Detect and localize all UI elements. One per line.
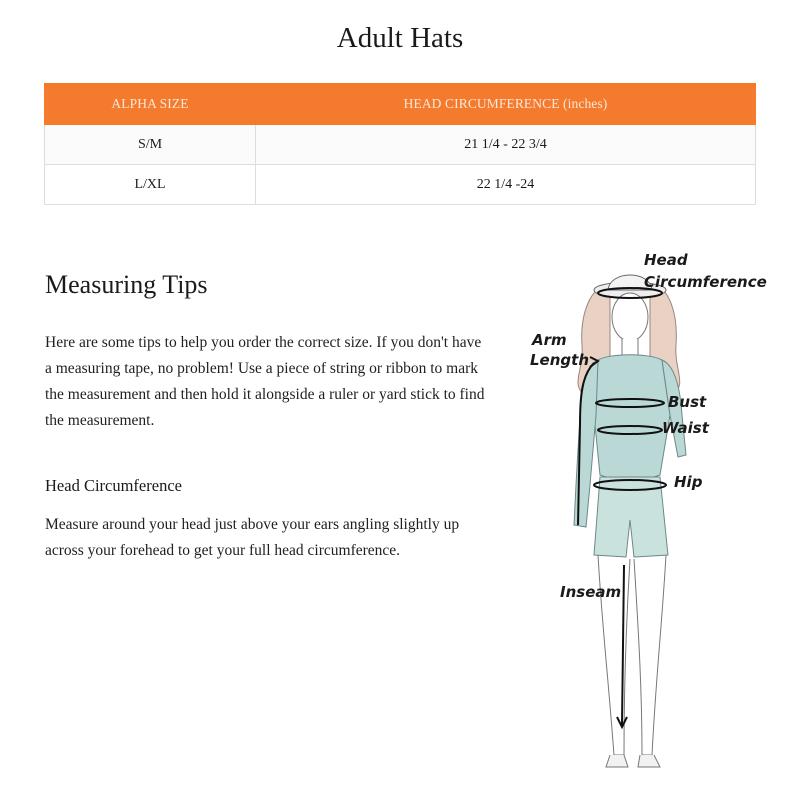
cell-size: L/XL [45, 165, 256, 205]
header-head-circumference: HEAD CIRCUMFERENCE (inches) [256, 84, 756, 125]
head-circumference-text: Measure around your head just above your ears angling slightly up across your forehead to get your full head circumference. [45, 516, 460, 559]
table-header-row [45, 84, 756, 125]
label-waist: Waist [662, 419, 709, 437]
figure-neck [622, 339, 638, 355]
label-head-line2: Circumference [644, 273, 767, 291]
label-bust: Bust [668, 393, 707, 411]
table-row [45, 165, 756, 205]
measuring-tips-intro: Here are some tips to help you order the correct size. If you don't have a measuring tape, no problem! Use a piece of string or ribbon to mark the measurement and then hold it alongside a ruler or yard stick to find the measurement. [45, 334, 485, 429]
measuring-tips-title: Measuring Tips [45, 270, 208, 299]
label-hip: Hip [674, 473, 703, 491]
figure-shirt [594, 355, 670, 480]
head-circumference-title: Head Circumference [45, 476, 182, 495]
label-head-line1: Head [644, 251, 688, 269]
cell-circumference: 22 1/4 -24 [256, 165, 756, 205]
figure-face [612, 293, 648, 341]
label-inseam: Inseam [560, 583, 622, 601]
cell-size: S/M [45, 125, 256, 165]
label-arm-line1: Arm [532, 331, 567, 349]
table-row [45, 125, 756, 165]
label-arm-line2: Length [530, 351, 589, 369]
header-alpha-size: ALPHA SIZE [45, 84, 256, 125]
page-title: Adult Hats [336, 22, 464, 54]
cell-circumference: 21 1/4 - 22 3/4 [256, 125, 756, 165]
inseam-measure-line [622, 565, 624, 725]
measurement-figure [510, 245, 780, 785]
size-table [44, 83, 756, 205]
figure-feet [606, 755, 660, 767]
